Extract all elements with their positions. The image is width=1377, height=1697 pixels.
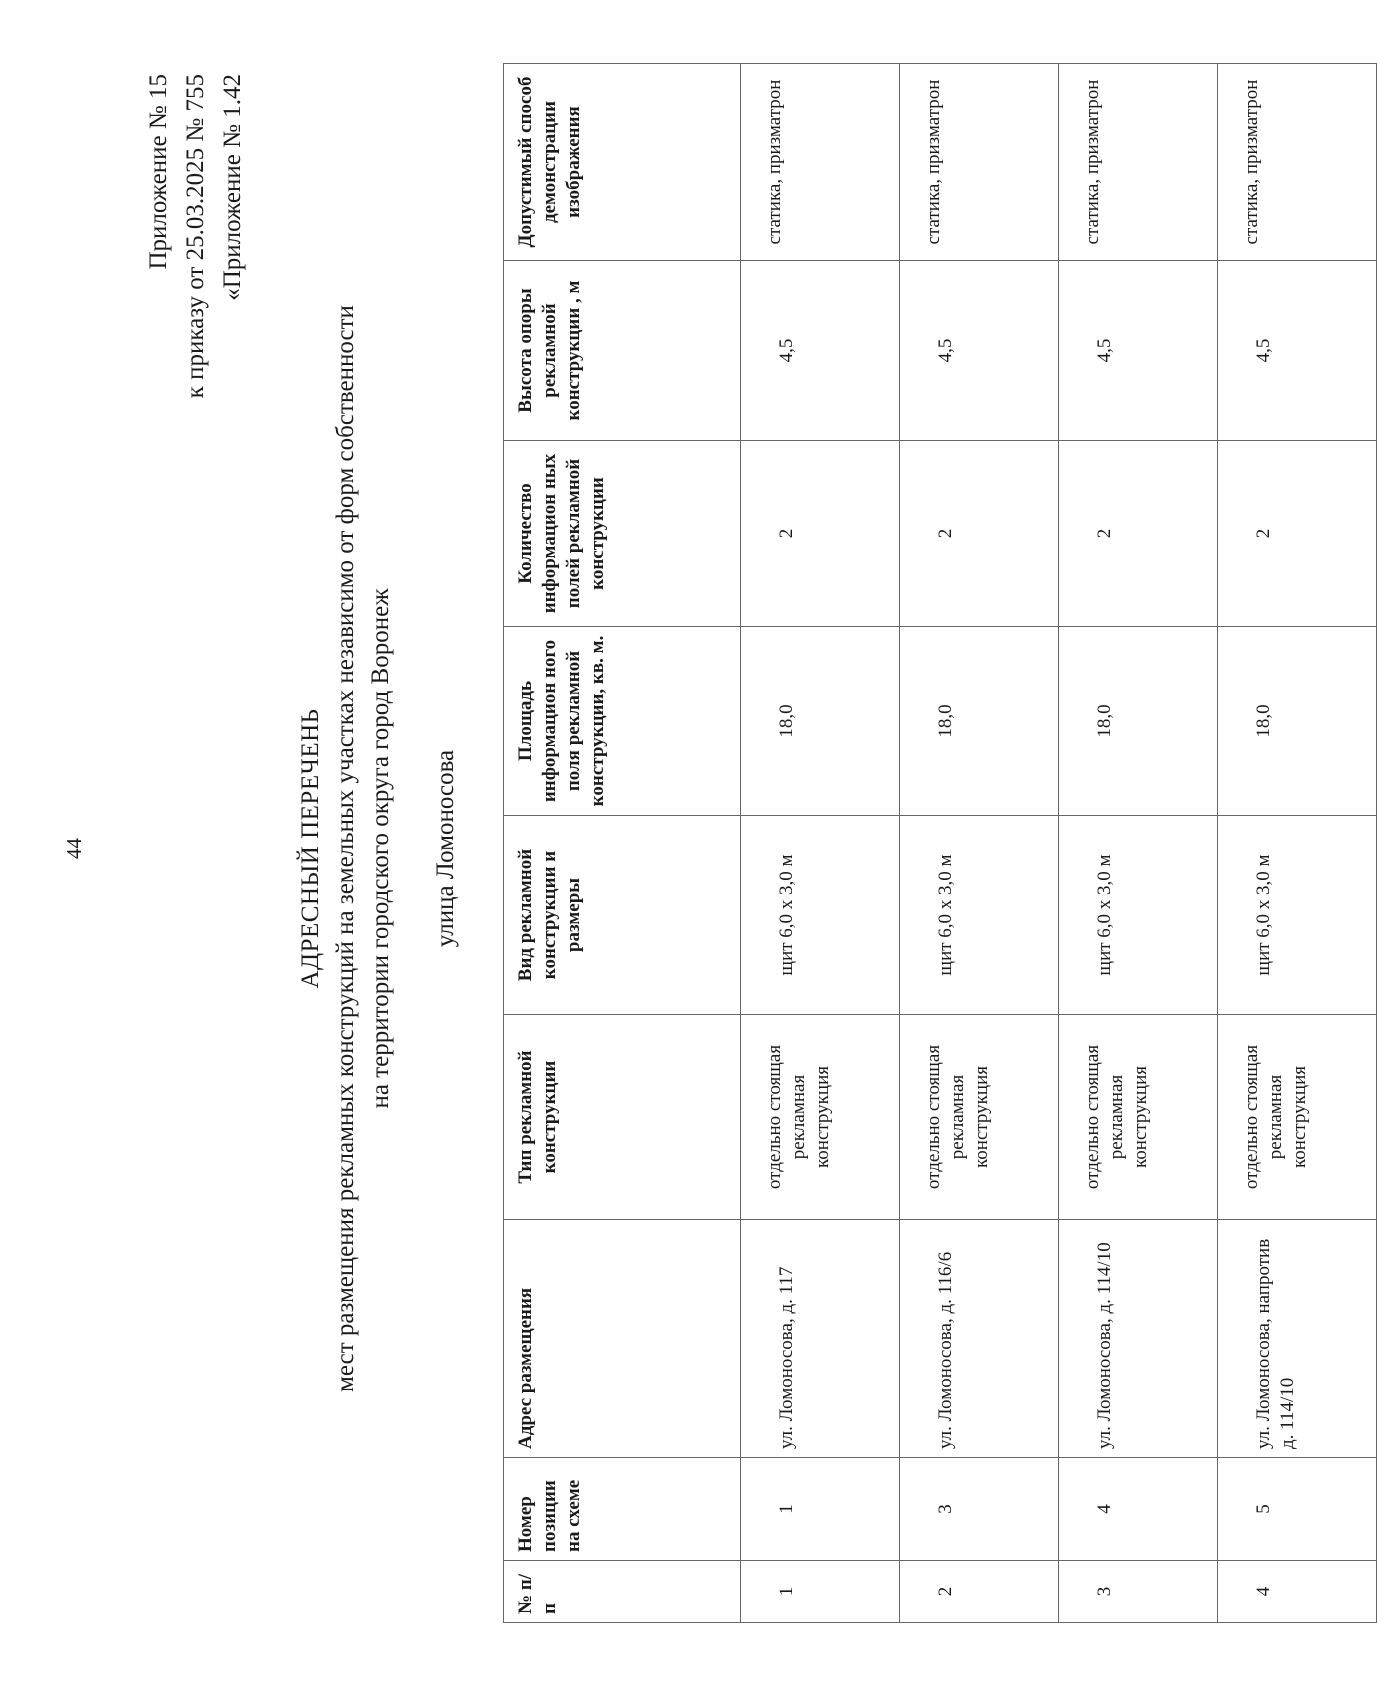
column-header-method: Допустимый способ демонстрации изображения (504, 64, 741, 261)
document-territory: на территории городского округа город Воронеж (367, 588, 394, 1109)
cell-method: статика, призматрон (741, 64, 900, 261)
cell-height: 4,5 (1218, 261, 1377, 441)
cell-position: 4 (1059, 1458, 1218, 1561)
column-header-position: Номер позиции на схеме (504, 1458, 741, 1561)
cell-address: ул. Ломоносова, д. 114/10 (1059, 1220, 1218, 1458)
address-table (503, 63, 1377, 1623)
cell-kind: щит 6,0 х 3,0 м (1218, 816, 1377, 1015)
cell-area: 18,0 (741, 627, 900, 816)
cell-area: 18,0 (900, 627, 1059, 816)
cell-kind: щит 6,0 х 3,0 м (741, 816, 900, 1015)
cell-height: 4,5 (741, 261, 900, 441)
cell-fields: 2 (741, 441, 900, 627)
appendix-order: к приказу от 25.03.2025 № 755 (182, 74, 209, 399)
table-header-row (504, 64, 741, 1623)
appendix-reference (140, 74, 251, 398)
column-header-address: Адрес размещения (504, 1220, 741, 1458)
table-row (900, 64, 1059, 1623)
cell-type: отдельно стоящая рекламная конструкция (1218, 1015, 1377, 1220)
cell-address: ул. Ломоносова, напротив д. 114/10 (1218, 1220, 1377, 1458)
cell-type: отдельно стоящая рекламная конструкция (741, 1015, 900, 1220)
page-number: 44 (62, 838, 86, 859)
cell-kind: щит 6,0 х 3,0 м (1059, 816, 1218, 1015)
cell-area: 18,0 (1059, 627, 1218, 816)
cell-index: 2 (900, 1561, 1059, 1623)
address-table-wrapper (503, 63, 1377, 1623)
cell-position: 1 (741, 1458, 900, 1561)
cell-method: статика, призматрон (1218, 64, 1377, 261)
appendix-number: Приложение № 15 (145, 74, 172, 270)
cell-method: статика, призматрон (1059, 64, 1218, 261)
column-header-index: № п/п (504, 1561, 741, 1623)
cell-type: отдельно стоящая рекламная конструкция (900, 1015, 1059, 1220)
column-header-kind: Вид рекламной конструкции и размеры (504, 816, 741, 1015)
table-row (741, 64, 900, 1623)
document-heading (293, 0, 463, 1697)
table-row (1218, 64, 1377, 1623)
column-header-type: Тип рекламной конструкции (504, 1015, 741, 1220)
appendix-subnumber: «Приложение № 1.42 (219, 74, 246, 301)
column-header-area: Площадь информацион ного поля рекламной конструкции, кв. м. (504, 627, 741, 816)
cell-area: 18,0 (1218, 627, 1377, 816)
document-title: АДРЕСНЫЙ ПЕРЕЧЕНЬ (297, 708, 324, 989)
cell-position: 3 (900, 1458, 1059, 1561)
cell-fields: 2 (1059, 441, 1218, 627)
cell-kind: щит 6,0 х 3,0 м (900, 816, 1059, 1015)
cell-position: 5 (1218, 1458, 1377, 1561)
cell-address: ул. Ломоносова, д. 117 (741, 1220, 900, 1458)
cell-index: 3 (1059, 1561, 1218, 1623)
street-name: улица Ломоносова (432, 749, 459, 948)
cell-fields: 2 (1218, 441, 1377, 627)
column-header-height: Высота опоры рекламной конструкции , м (504, 261, 741, 441)
cell-method: статика, призматрон (900, 64, 1059, 261)
cell-type: отдельно стоящая рекламная конструкция (1059, 1015, 1218, 1220)
cell-height: 4,5 (900, 261, 1059, 441)
document-subtitle: мест размещения рекламных конструкций на земельных участках независимо от форм собственности (332, 305, 359, 1392)
cell-index: 1 (741, 1561, 900, 1623)
column-header-fields: Количество информацион ных полей рекламной конструкции (504, 441, 741, 627)
cell-height: 4,5 (1059, 261, 1218, 441)
cell-index: 4 (1218, 1561, 1377, 1623)
cell-fields: 2 (900, 441, 1059, 627)
cell-address: ул. Ломоносова, д. 116/6 (900, 1220, 1059, 1458)
table-row (1059, 64, 1218, 1623)
